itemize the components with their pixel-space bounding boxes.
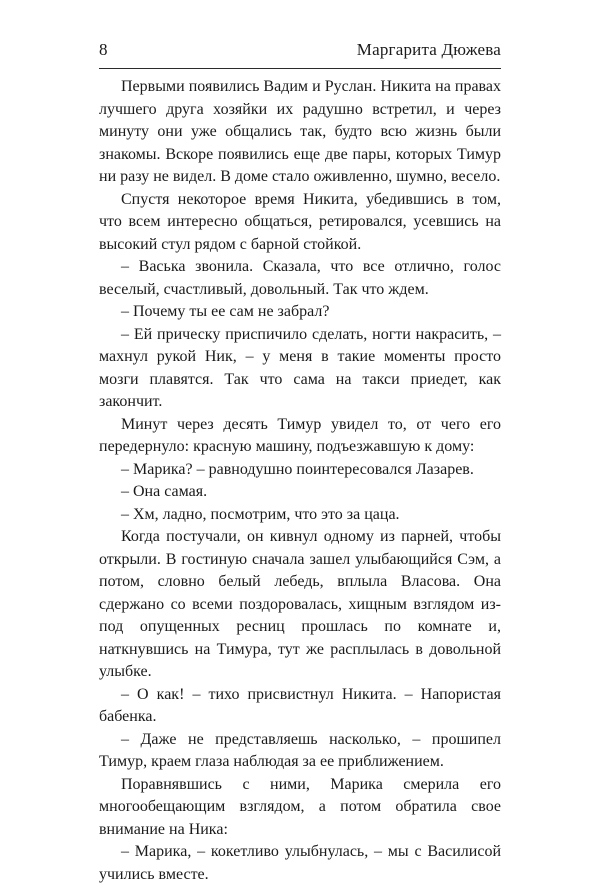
- running-head-author: Маргарита Дюжева: [356, 40, 501, 59]
- page-header: [99, 38, 501, 69]
- paragraph: – Марика, – кокетливо улыбнулась, – мы с Василисой учились вместе.: [99, 843, 501, 883]
- paragraph: Когда постучали, он кивнул одному из парней, чтобы открыли. В гостиную сначала зашел улыбающийся Сэм, а потом, словно белый лебедь, вплыла Власова. Она сдержано со всеми поздоровалась, хищным взглядом из-под опущенных ресниц прошлась по комнате и, наткнувшись на Тимура, тут же расплылась в довольной улыбке.: [99, 528, 501, 680]
- paragraph: Спустя некоторое время Никита, убедившись в том, что всем интересно общаться, ретировался, усевшись на высокий стул рядом с барной стойкой.: [99, 190, 501, 253]
- paragraph: – Почему ты ее сам не забрал?: [121, 303, 330, 320]
- text-body: [99, 76, 501, 886]
- paragraph: – О как! – тихо присвистнул Никита. – Напористая бабенка.: [99, 685, 501, 725]
- paragraph: Минут через десять Тимур увидел то, от чего его передернуло: красную машину, подъезжавшую к дому:: [99, 415, 501, 455]
- paragraph: – Марика? – равнодушно поинтересовался Лазарев.: [121, 460, 474, 478]
- paragraph: – Ей прическу приспичило сделать, ногти накрасить, – махнул рукой Ник, – у меня в такие моменты просто мозги плавятся. Так что сама на такси приедет, как закончит.: [99, 325, 501, 410]
- paragraph: – Васька звонила. Сказала, что все отлично, голос веселый, счастливый, довольный. Так что ждем.: [99, 258, 501, 298]
- paragraph: Первыми появились Вадим и Руслан. Никита на правах лучшего друга хозяйки их радушно встретил, и через минуту они уже общались так, будто всю жизнь были знакомы. Вскоре появились еще две пары, которых Тимур ни разу не видел. В доме стало оживленно, шумно, весело.: [99, 78, 501, 185]
- paragraph: Поравнявшись с ними, Марика смерила его многообещающим взглядом, а потом обратила свое внимание на Ника:: [99, 775, 501, 838]
- paragraph: – Хм, ладно, посмотрим, что это за цаца.: [121, 505, 400, 523]
- paragraph: – Даже не представляешь насколько, – прошипел Тимур, краем глаза наблюдая за ее приближением.: [99, 730, 501, 770]
- paragraph: – Она самая.: [121, 483, 208, 500]
- page-number: 8: [99, 40, 108, 59]
